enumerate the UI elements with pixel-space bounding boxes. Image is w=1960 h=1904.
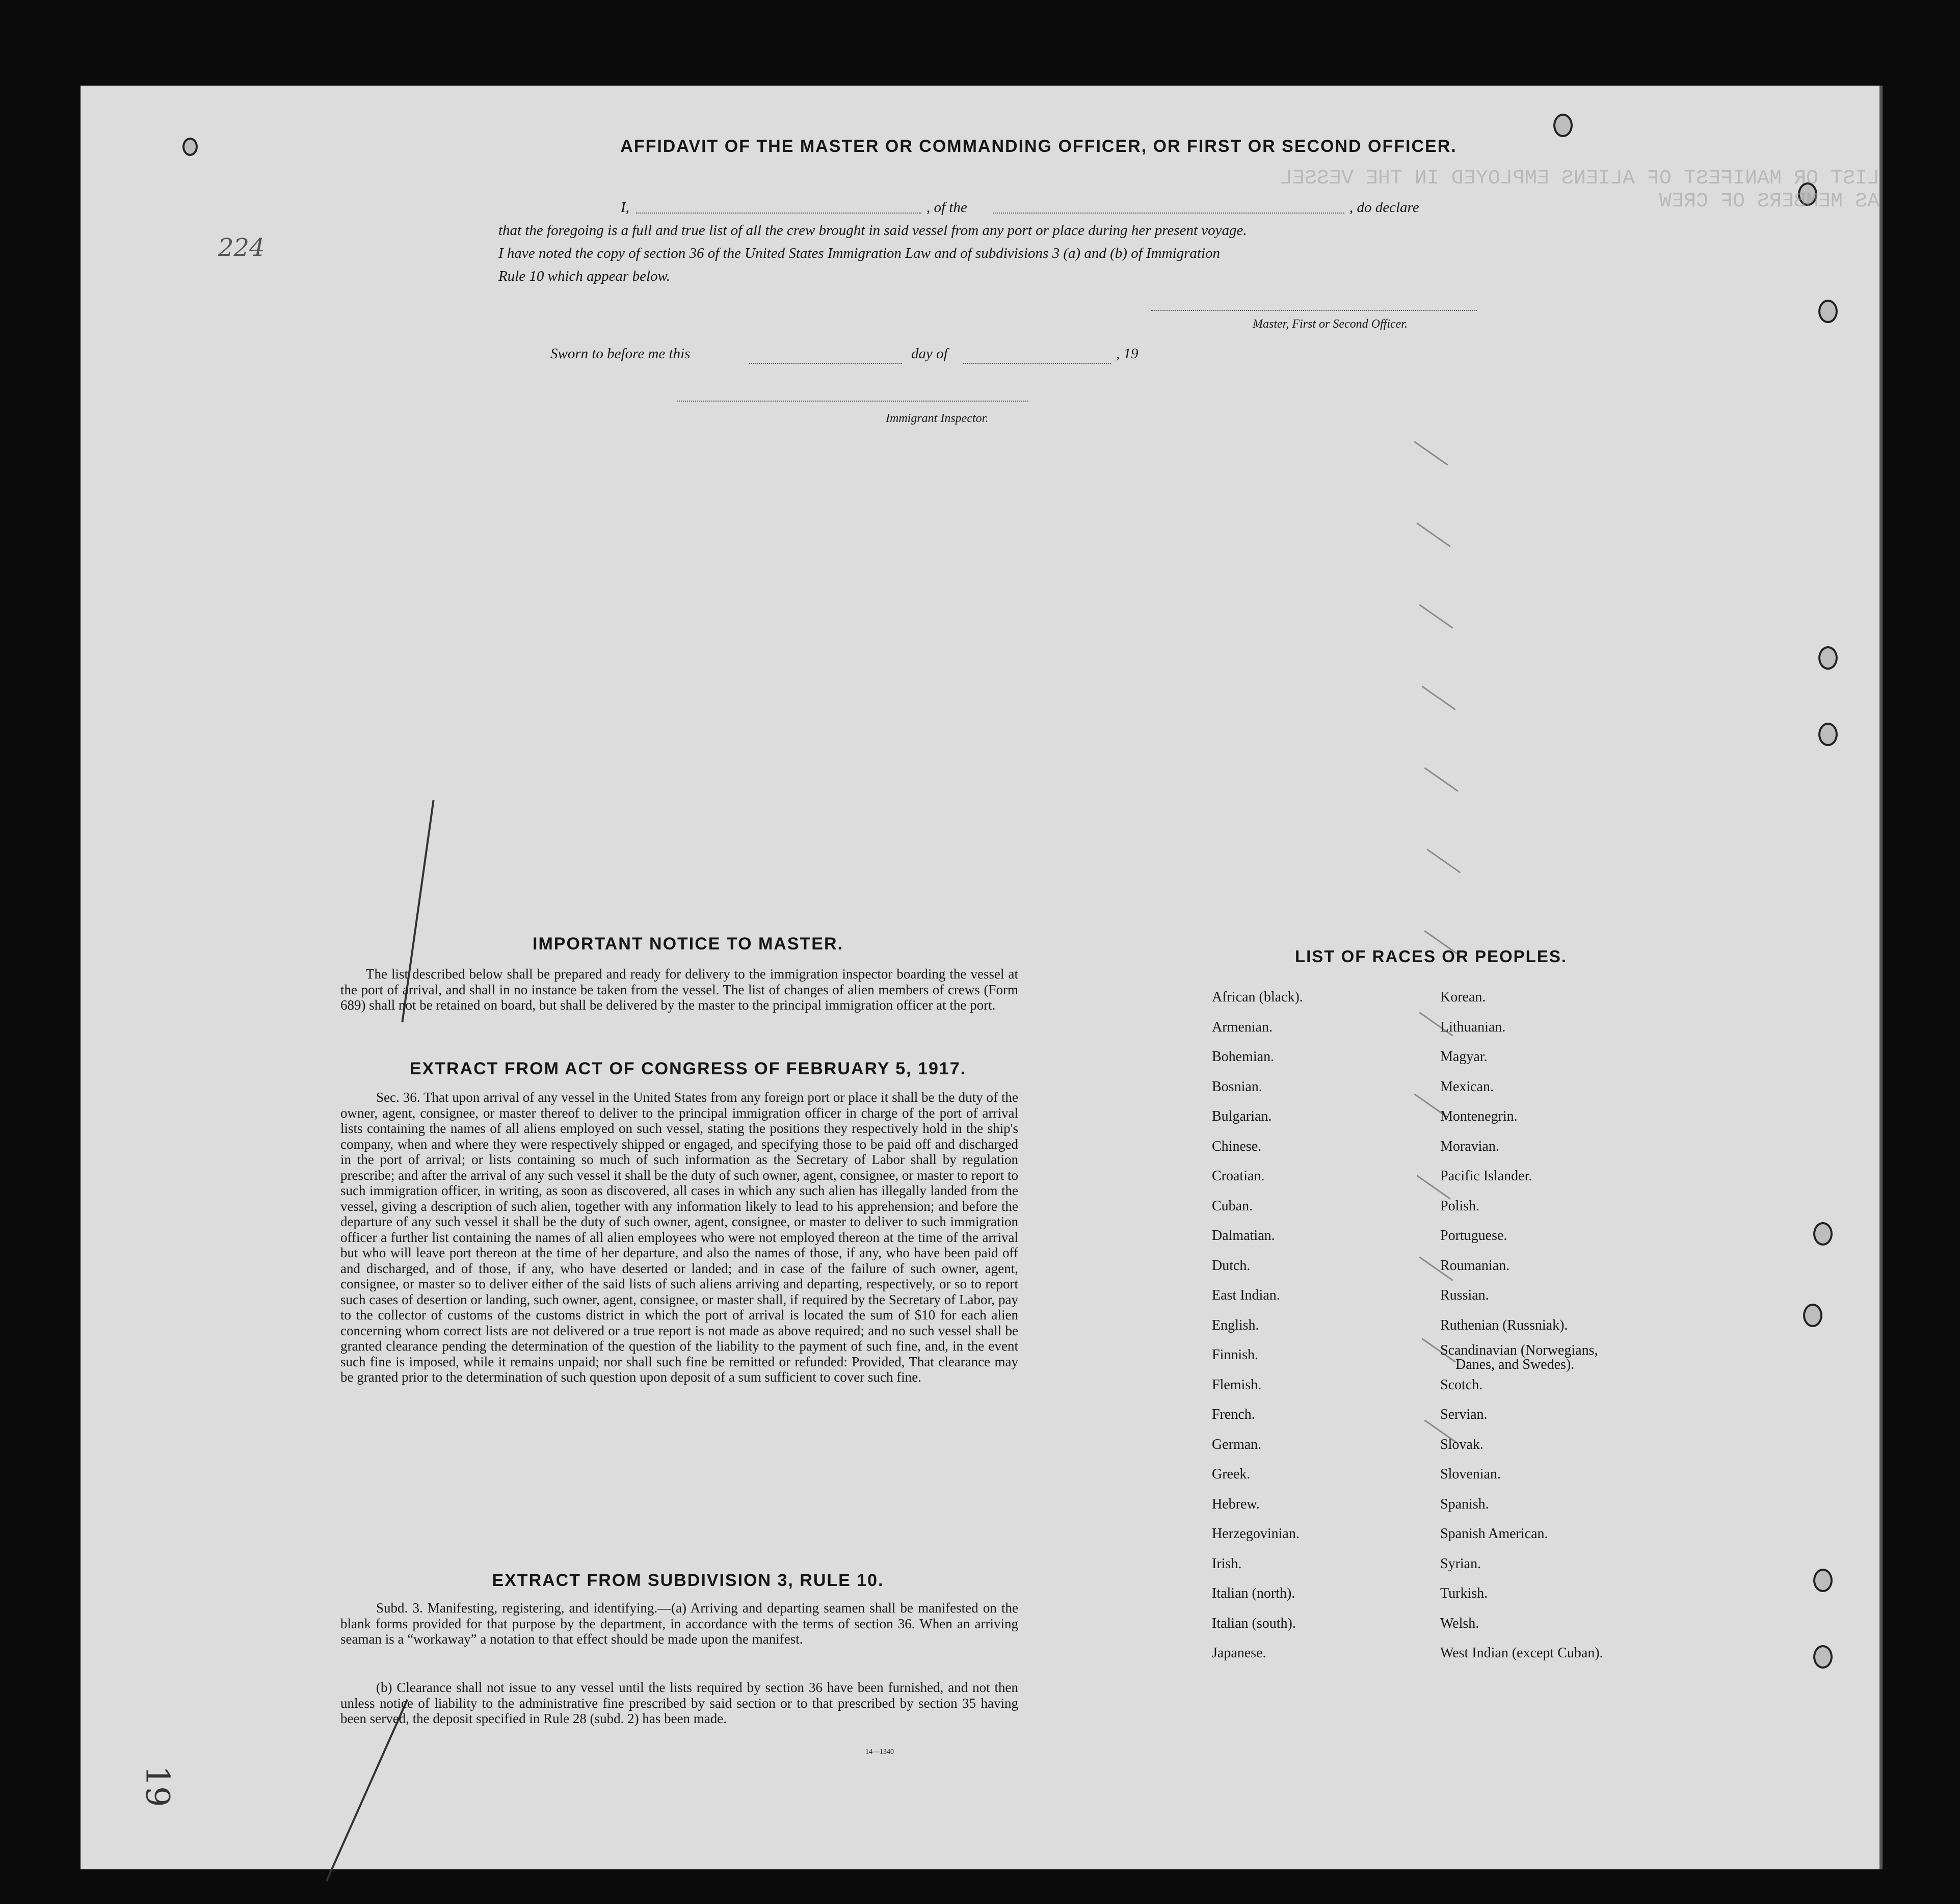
sworn-month-blank[interactable] bbox=[963, 363, 1111, 364]
affidavit-line-4: Rule 10 which appear below. bbox=[498, 268, 670, 284]
punch-hole bbox=[1813, 1645, 1833, 1669]
punch-hole bbox=[182, 138, 198, 156]
year-label: , 19 bbox=[1116, 346, 1138, 362]
inspector-signature-label: Immigrant Inspector. bbox=[886, 412, 989, 425]
race-item: Greek. bbox=[1212, 1466, 1251, 1482]
bleed-through-mark bbox=[1426, 849, 1461, 873]
race-item: Chinese. bbox=[1212, 1138, 1262, 1154]
punch-hole bbox=[1803, 1304, 1822, 1327]
affidavit-of-label: , of the bbox=[926, 199, 967, 216]
form-number: 14—1340 bbox=[865, 1748, 894, 1756]
race-item: Bohemian. bbox=[1212, 1049, 1275, 1065]
punch-hole bbox=[1818, 723, 1838, 746]
race-item: Ruthenian (Russniak). bbox=[1440, 1317, 1568, 1333]
race-item: French. bbox=[1212, 1407, 1255, 1422]
act-extract-heading: EXTRACT FROM ACT OF CONGRESS OF FEBRUARY 5, 1917. bbox=[409, 1059, 967, 1078]
affidavit-i-label: I, bbox=[621, 199, 629, 216]
race-item: Scandinavian (Norwegians, Danes, and Swedes). bbox=[1440, 1340, 1695, 1370]
races-column-1 bbox=[1212, 983, 1431, 1669]
rule-extract-para-a: Subd. 3. Manifesting, registering, and identifying.—(a) Arriving and departing seamen shall be manifested on the blank forms provided for that purpose by the department, in accordance with the terms of section 36. When an arriving seaman is a “workaway” a notation to that effect should be made upon the manifest. bbox=[340, 1600, 1018, 1647]
affidavit-vessel-blank[interactable] bbox=[993, 213, 1344, 214]
race-item: Servian. bbox=[1440, 1407, 1488, 1422]
race-item: Slovenian. bbox=[1440, 1466, 1501, 1482]
pen-stroke bbox=[326, 1699, 408, 1882]
punch-hole bbox=[1818, 300, 1838, 323]
race-item: Mexican. bbox=[1440, 1078, 1494, 1095]
race-item: Finnish. bbox=[1212, 1347, 1259, 1363]
race-item: Italian (south). bbox=[1212, 1615, 1296, 1631]
inspector-signature-line[interactable] bbox=[677, 401, 1028, 402]
race-item: Dutch. bbox=[1212, 1257, 1251, 1274]
punch-hole bbox=[1813, 1569, 1833, 1592]
sworn-line bbox=[550, 346, 1264, 366]
handwritten-margin-note: 224 bbox=[218, 233, 265, 262]
race-item: Bulgarian. bbox=[1212, 1108, 1272, 1124]
bleed-through-text: LIST OR MANIFEST OF ALIENS EMPLOYED IN THE VESSEL AS MEMBERS OF CREW bbox=[1280, 167, 1879, 213]
sworn-label: Sworn to before me this bbox=[550, 346, 691, 362]
race-item: East Indian. bbox=[1212, 1287, 1280, 1303]
bleed-through-mark bbox=[1419, 604, 1453, 628]
notice-heading: IMPORTANT NOTICE TO MASTER. bbox=[533, 934, 843, 954]
race-item: Italian (north). bbox=[1212, 1585, 1295, 1601]
punch-hole bbox=[1813, 1222, 1833, 1246]
notice-text: The list described below shall be prepared and ready for delivery to the immigration inspector boarding the vessel at the port of arrival, and shall in no instance be taken from the vessel. The list of changes of alien members of crews (Form 689) shall not be retained on board, but shall be delivered by the master to the principal immigration officer at the port. bbox=[340, 966, 1018, 1013]
affidavit-line-3: I have noted the copy of section 36 of the United States Immigration Law and of subdivisions 3 (a) and (b) of Immigration bbox=[498, 245, 1221, 261]
manifest-sheet bbox=[81, 86, 1883, 1869]
bleed-through-mark bbox=[1424, 767, 1458, 791]
race-item: Flemish. bbox=[1212, 1377, 1262, 1393]
race-item: Dalmatian. bbox=[1212, 1228, 1275, 1244]
race-item: Pacific Islander. bbox=[1440, 1168, 1532, 1184]
race-item: Roumanian. bbox=[1440, 1257, 1510, 1274]
race-item: Korean. bbox=[1440, 989, 1486, 1005]
race-item: Cuban. bbox=[1212, 1198, 1253, 1214]
bleed-through-mark bbox=[1414, 441, 1448, 465]
race-item: Herzegovinian. bbox=[1212, 1526, 1300, 1542]
race-item: Syrian. bbox=[1440, 1555, 1481, 1572]
race-item-continuation: Danes, and Swedes). bbox=[1455, 1357, 1575, 1372]
bleed-through-mark bbox=[1416, 522, 1450, 547]
punch-hole bbox=[1818, 646, 1838, 670]
day-of-label: day of bbox=[911, 346, 948, 362]
affidavit-declare-label: , do declare bbox=[1349, 199, 1419, 216]
race-item: Lithuanian. bbox=[1440, 1019, 1506, 1035]
punch-hole bbox=[1553, 114, 1573, 137]
race-item: German. bbox=[1212, 1436, 1262, 1452]
race-item: Irish. bbox=[1212, 1555, 1242, 1572]
races-heading: LIST OF RACES OR PEOPLES. bbox=[1294, 947, 1568, 966]
race-item: Magyar. bbox=[1440, 1049, 1488, 1065]
race-item: African (black). bbox=[1212, 989, 1303, 1005]
race-item: Bosnian. bbox=[1212, 1078, 1262, 1095]
race-item: Hebrew. bbox=[1212, 1496, 1260, 1512]
race-item: Croatian. bbox=[1212, 1168, 1265, 1184]
race-item: Welsh. bbox=[1440, 1615, 1479, 1631]
handwritten-corner-note: 19 bbox=[138, 1765, 176, 1807]
affidavit-line-2: that the foregoing is a full and true list of all the crew brought in said vessel from any port or place during her present voyage. bbox=[498, 222, 1247, 239]
race-item: West Indian (except Cuban). bbox=[1440, 1645, 1603, 1661]
act-extract-text: Sec. 36. That upon arrival of any vessel in the United States from any foreign port or place it shall be the duty of the owner, agent, consignee, or master thereof to deliver to the principal immigration officer in charge of the port of arrival lists containing the names of all aliens employed on such vessel, stating the positions they respectively hold in the ship's company, when and where they were respectively shipped or engaged, and specifying those to be paid off and discharged in the port of arrival; or lists containing so much of such information as the Secretary of Labor shall by regulation prescribe; and after the arrival of any such vessel it shall be the duty of such owner, agent, consignee, or master to report to such immigration officer, in writing, as soon as discovered, all cases in which any such alien has illegally landed from the vessel, giving a description of such alien, together with any information likely to lead to his apprehension; and before the departure of any such vessel it shall be the duty of such owner, agent, consignee, or master to deliver to such immigration officer a further list containing the names of all alien employees who were not employed thereon at the time of the arrival but who will leave port thereon at the time of her departure, and also the names of those, if any, who have been paid off and discharged, and of those, if any, who have deserted or landed; and in case of the failure of such owner, agent, consignee, or master so to deliver either of the said lists of such aliens arriving and departing, respectively, or so to report such cases of desertion or landing, such owner, agent, consignee, or master shall, if required by the Secretary of Labor, pay to the collector of customs of the customs district in which the port of arrival is located the sum of $10 for each alien concerning whom correct lists are not delivered or a true report is not made as above required; and no such vessel shall be granted clearance pending the determination of the question of the liability to the payment of such fine, and, in the event such fine is imposed, while it remains unpaid; nor shall such fine be remitted or refunded: Provided, That clearance may be granted prior to the determination of such question upon deposit of a sum sufficient to cover such fine. bbox=[340, 1090, 1018, 1385]
race-item: Portuguese. bbox=[1440, 1228, 1507, 1244]
race-item: Turkish. bbox=[1440, 1585, 1488, 1601]
rule-extract-heading: EXTRACT FROM SUBDIVISION 3, RULE 10. bbox=[492, 1571, 884, 1590]
race-item: Spanish. bbox=[1440, 1496, 1489, 1512]
race-item: Moravian. bbox=[1440, 1138, 1499, 1154]
affidavit-name-blank[interactable] bbox=[636, 213, 921, 214]
master-signature-label: Master, First or Second Officer. bbox=[1253, 318, 1408, 331]
race-item: Slovak. bbox=[1440, 1436, 1484, 1452]
race-item: Spanish American. bbox=[1440, 1526, 1548, 1542]
race-item: Armenian. bbox=[1212, 1019, 1273, 1035]
sworn-day-blank[interactable] bbox=[749, 363, 902, 364]
race-item: Scotch. bbox=[1440, 1377, 1483, 1393]
rule-extract-para-b: (b) Clearance shall not issue to any vessel until the lists required by section 36 have been furnished, and not then unless notice of liability to the administrative fine prescribed by said section or to that prescribed by section 35 having been served, the deposit specified in Rule 28 (subd. 2) has been made. bbox=[340, 1680, 1018, 1726]
race-item: Japanese. bbox=[1212, 1645, 1266, 1661]
race-item: Polish. bbox=[1440, 1198, 1480, 1214]
race-item: Montenegrin. bbox=[1440, 1108, 1518, 1124]
bleed-through-mark bbox=[1421, 685, 1455, 710]
race-item: English. bbox=[1212, 1317, 1259, 1333]
master-signature-line[interactable] bbox=[1151, 310, 1477, 311]
affidavit-title: AFFIDAVIT OF THE MASTER OR COMMANDING OFFICER, OR FIRST OR SECOND OFFICER. bbox=[620, 137, 1457, 156]
race-item: Russian. bbox=[1440, 1287, 1489, 1303]
races-column-2 bbox=[1440, 983, 1695, 1669]
